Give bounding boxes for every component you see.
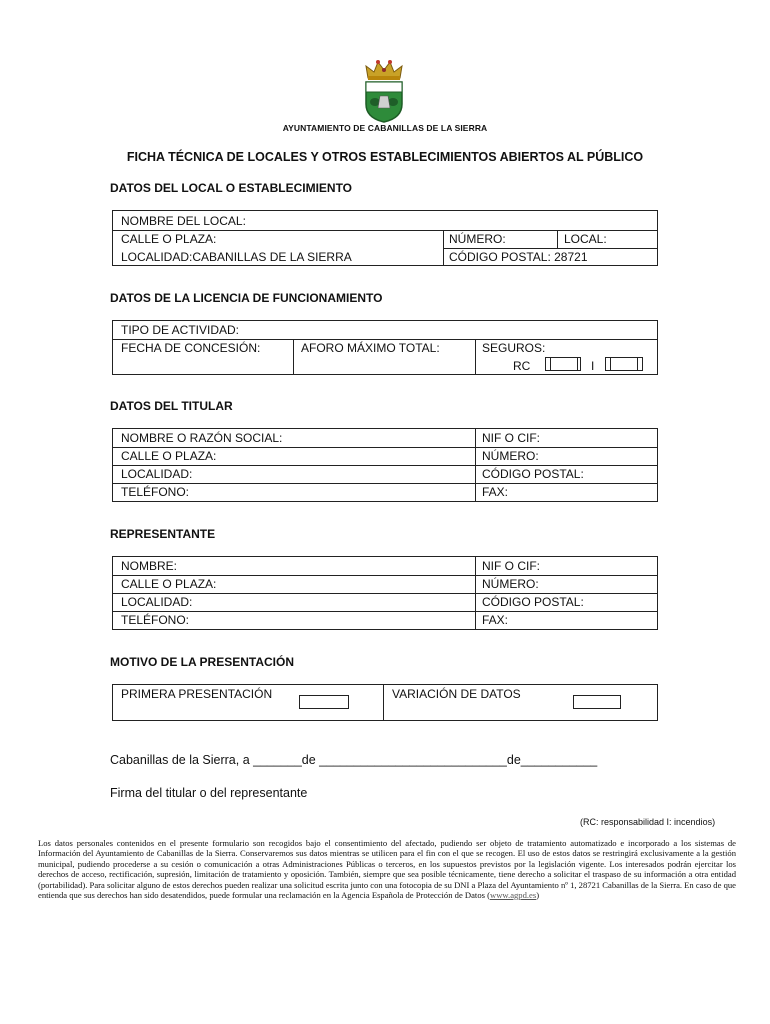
representante-nif[interactable]: NIF O CIF: bbox=[482, 559, 540, 573]
motivo-table bbox=[112, 684, 658, 721]
section-heading-local: DATOS DEL LOCAL O ESTABLECIMIENTO bbox=[110, 181, 353, 195]
field-nombre-local[interactable]: NOMBRE DEL LOCAL: bbox=[121, 214, 246, 228]
page-title: FICHA TÉCNICA DE LOCALES Y OTROS ESTABLECIMIENTOS ABIERTOS AL PÚBLICO bbox=[126, 150, 644, 164]
label-i: I bbox=[591, 359, 595, 373]
titular-fax[interactable]: FAX: bbox=[482, 485, 509, 499]
checkbox-variacion-datos[interactable] bbox=[573, 695, 621, 709]
titular-nombre[interactable]: NOMBRE O RAZÓN SOCIAL: bbox=[121, 431, 283, 445]
field-seguros: SEGUROS: bbox=[482, 341, 546, 355]
field-fecha-concesion[interactable]: FECHA DE CONCESIÓN: bbox=[121, 341, 261, 355]
representante-numero[interactable]: NÚMERO: bbox=[482, 577, 539, 591]
municipal-crest-logo bbox=[360, 56, 408, 124]
label-rc: RC bbox=[513, 359, 531, 373]
checkbox-primera-presentacion[interactable] bbox=[299, 695, 349, 709]
date-line[interactable]: Cabanillas de la Sierra, a _______de ___________________________de___________ bbox=[110, 753, 598, 767]
section-heading-licencia: DATOS DE LA LICENCIA DE FUNCIONAMIENTO bbox=[110, 291, 383, 305]
section-heading-titular: DATOS DEL TITULAR bbox=[110, 399, 233, 413]
checkbox-rc[interactable] bbox=[545, 357, 581, 371]
label-primera-presentacion: PRIMERA PRESENTACIÓN bbox=[121, 687, 273, 701]
local-table bbox=[112, 210, 658, 266]
titular-nif[interactable]: NIF O CIF: bbox=[482, 431, 540, 445]
field-tipo-actividad[interactable]: TIPO DE ACTIVIDAD: bbox=[121, 323, 240, 337]
titular-calle[interactable]: CALLE O PLAZA: bbox=[121, 449, 217, 463]
field-calle[interactable]: CALLE O PLAZA: bbox=[121, 232, 217, 246]
checkbox-incendios[interactable] bbox=[605, 357, 643, 371]
representante-localidad[interactable]: LOCALIDAD: bbox=[121, 595, 193, 609]
section-heading-representante: REPRESENTANTE bbox=[110, 527, 216, 541]
section-heading-motivo: MOTIVO DE LA PRESENTACIÓN bbox=[110, 655, 295, 669]
representante-codigo-postal[interactable]: CÓDIGO POSTAL: bbox=[482, 595, 584, 609]
organization-name: AYUNTAMIENTO DE CABANILLAS DE LA SIERRA bbox=[282, 123, 488, 133]
agpd-link[interactable]: www.agpd.es bbox=[489, 890, 537, 901]
field-localidad: LOCALIDAD:CABANILLAS DE LA SIERRA bbox=[121, 250, 352, 264]
label-variacion-datos: VARIACIÓN DE DATOS bbox=[392, 687, 521, 701]
field-local[interactable]: LOCAL: bbox=[564, 232, 607, 246]
field-numero[interactable]: NÚMERO: bbox=[449, 232, 506, 246]
field-aforo[interactable]: AFORO MÁXIMO TOTAL: bbox=[301, 341, 440, 355]
titular-codigo-postal[interactable]: CÓDIGO POSTAL: bbox=[482, 467, 584, 481]
representante-nombre[interactable]: NOMBRE: bbox=[121, 559, 178, 573]
titular-table bbox=[112, 428, 658, 502]
abbreviations-note: (RC: responsabilidad I: incendios) bbox=[580, 817, 716, 827]
titular-telefono[interactable]: TELÉFONO: bbox=[121, 485, 190, 499]
data-protection-notice bbox=[38, 838, 736, 900]
titular-localidad[interactable]: LOCALIDAD: bbox=[121, 467, 193, 481]
firma-label: Firma del titular o del representante bbox=[110, 786, 308, 800]
representante-telefono[interactable]: TELÉFONO: bbox=[121, 613, 190, 627]
representante-table bbox=[112, 556, 658, 630]
titular-numero[interactable]: NÚMERO: bbox=[482, 449, 539, 463]
licencia-table bbox=[112, 320, 658, 375]
field-codigo-postal: CÓDIGO POSTAL: 28721 bbox=[449, 250, 588, 264]
representante-calle[interactable]: CALLE O PLAZA: bbox=[121, 577, 217, 591]
representante-fax[interactable]: FAX: bbox=[482, 613, 509, 627]
legal-text-end: ) bbox=[536, 890, 540, 901]
legal-text: Los datos personales contenidos en el presente formulario son recogidos bajo el consentimiento del afectado, pudiendo ser objeto de tratamiento automatizado e incorporado a los sistemas de Información del Ayuntamiento de Cabanillas de la Sierra. Conservaremos sus datos mientras se utilicen para el fin con el que se recogen. El uso de estos datos se restringirá exclusivamente a la gestión municipal, pudiendo procederse a su cesión o comunicación a otras Administraciones Públicas o terceros, en los supuestos previstos por la legislación vigente. Los interesados podrán ejercitar los derechos de acceso, rectificación, supresión, limitación de tratamiento y oposición. También, siempre que sea posible técnicamente, tiene derecho a solicitar el traspaso de su información a otra entidad (portabilidad). Para solicitar alguno de estos derechos pueden realizar una solicitud escrita junto con una fotocopia de su DNI a Plaza del Ayuntamiento nº 1, 28721 Cabanillas de la Sierra. En caso de que entienda que sus derechos han sido desatendidos, puede formular una reclamación en la Agencia Española de Protección de Datos ( bbox=[38, 838, 736, 901]
